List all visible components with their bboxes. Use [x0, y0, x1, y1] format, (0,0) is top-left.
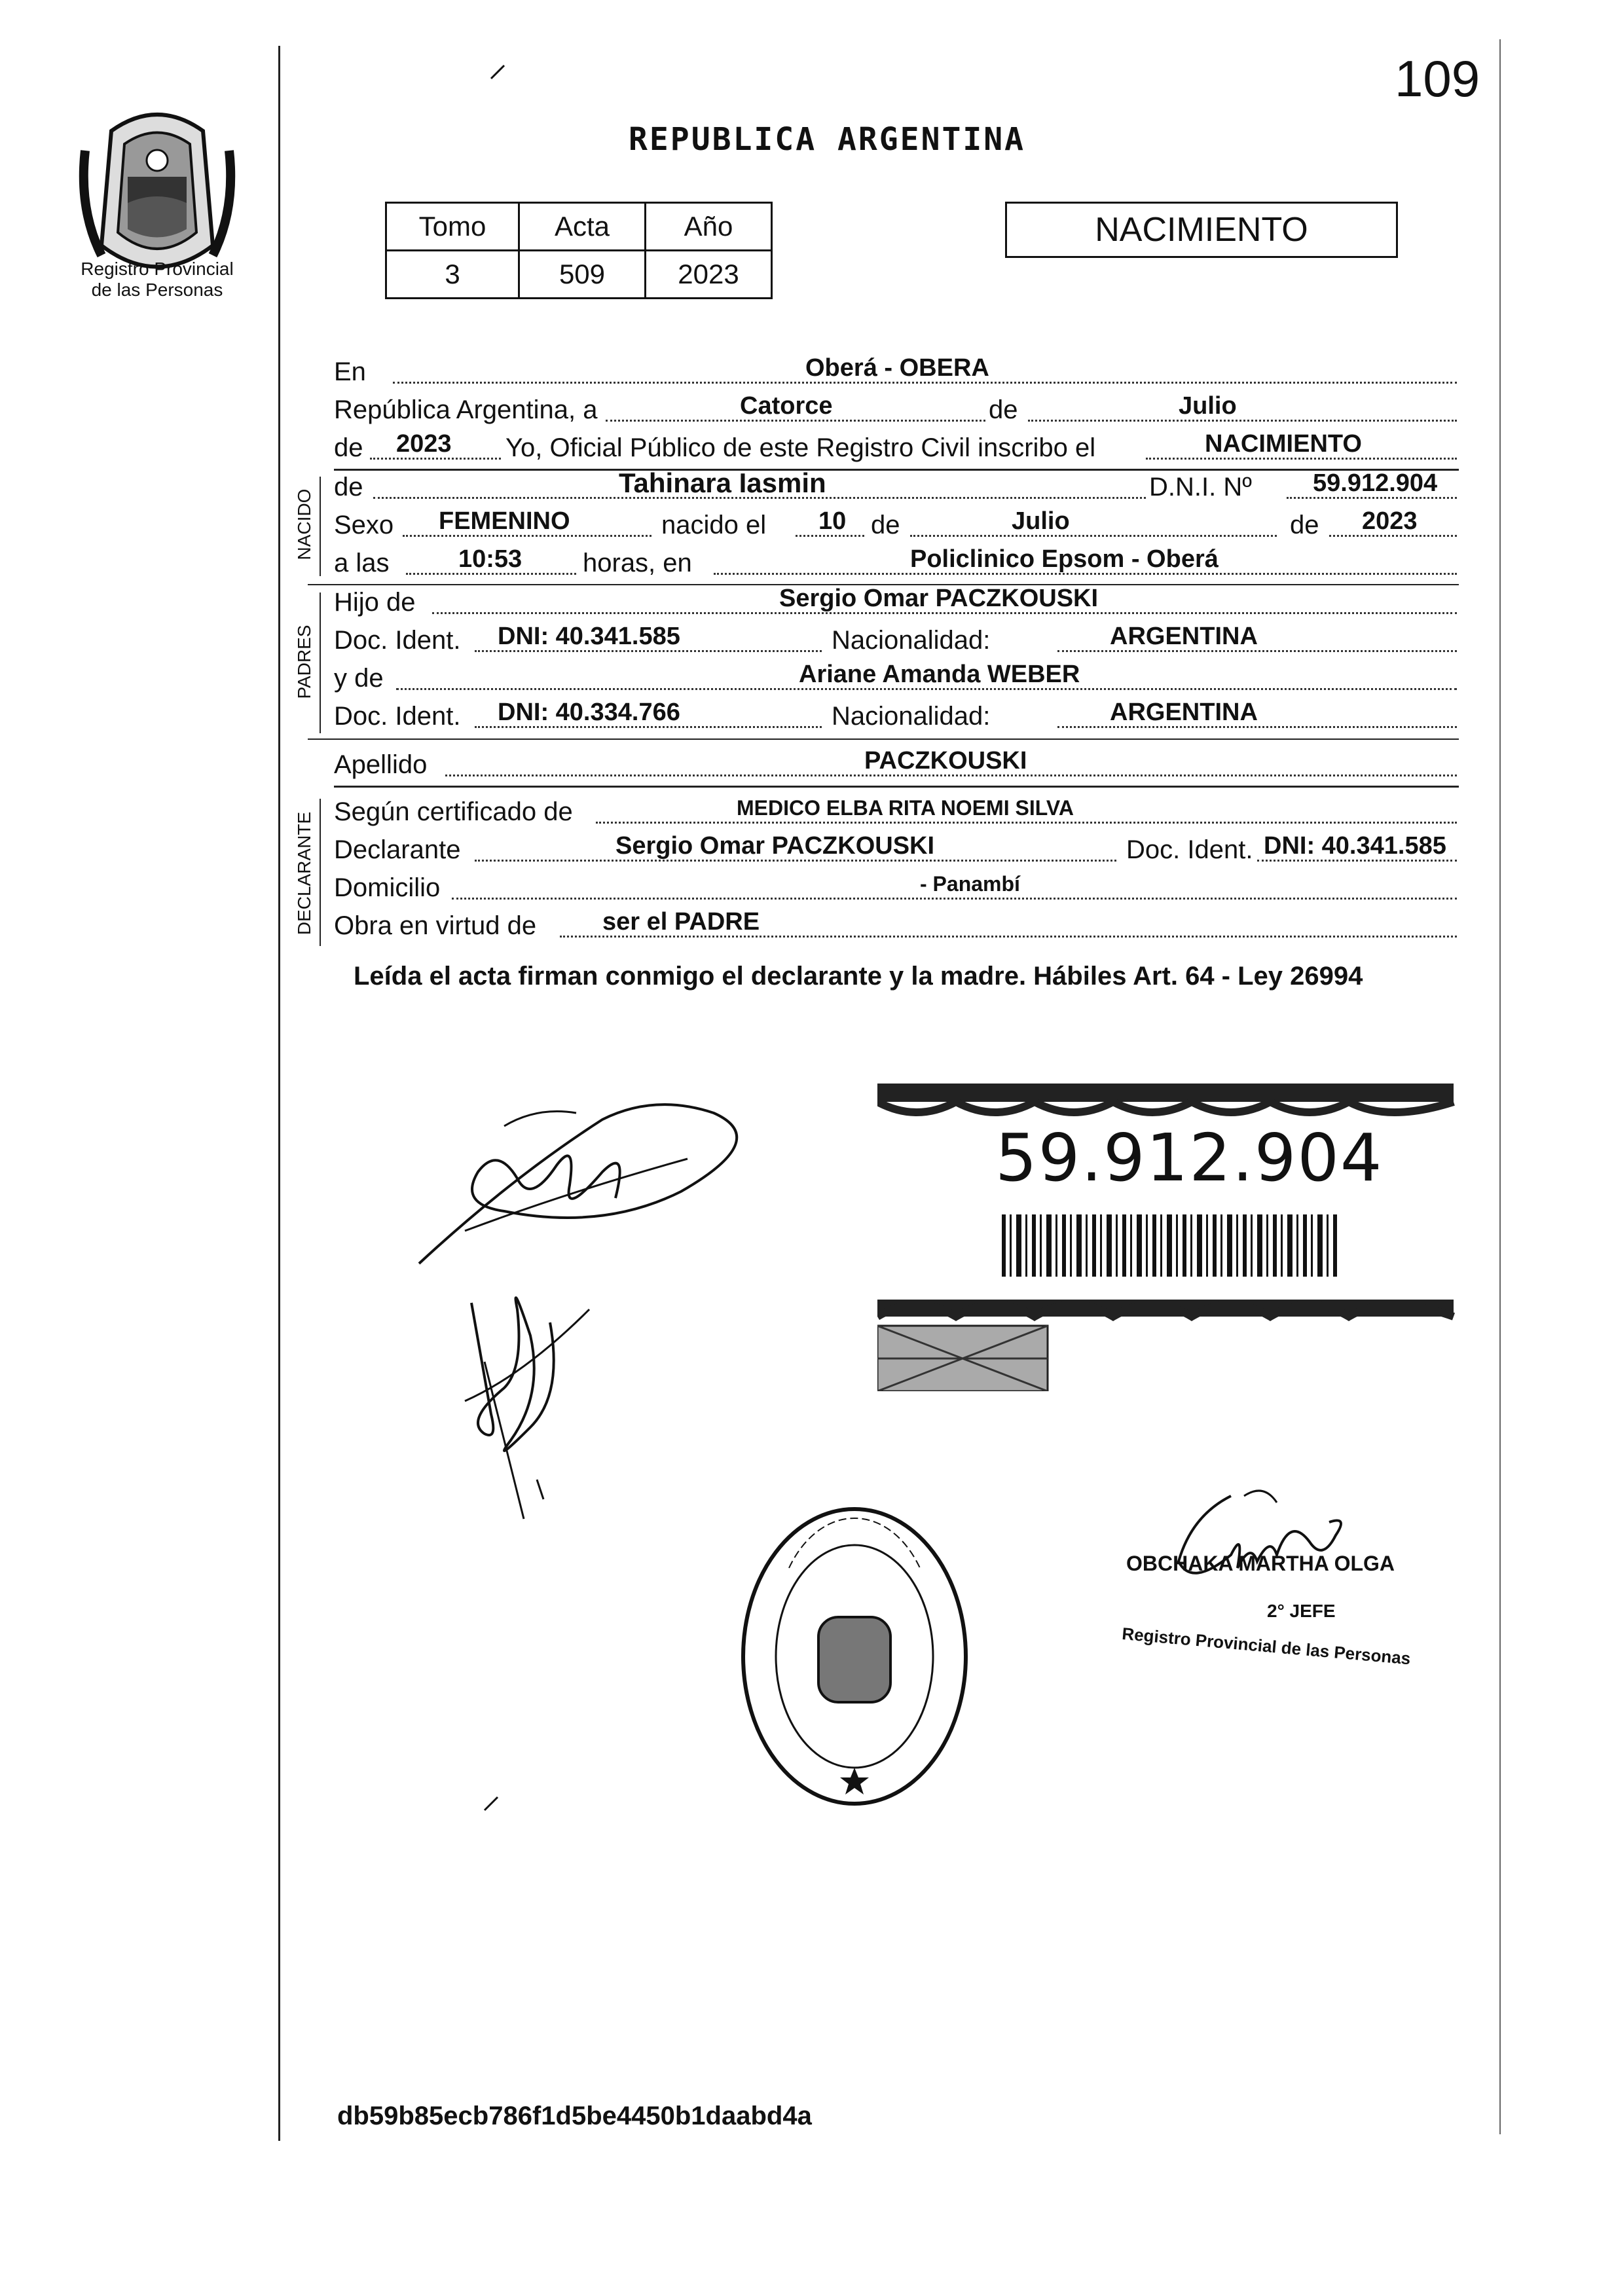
tick-mark: [481, 1794, 501, 1813]
label-a-las: a las: [334, 549, 390, 577]
label-yo: Yo, Oficial Público de este Registro Civil inscribo el: [505, 433, 1096, 462]
value-nac-mes: Julio: [1012, 507, 1070, 535]
row-domicilio: [334, 869, 1457, 906]
label-de: de: [334, 473, 363, 501]
label-de: de: [989, 395, 1018, 424]
label-sexo: Sexo: [334, 511, 394, 539]
value-padre-nac: ARGENTINA: [1110, 623, 1258, 650]
value-lugar: Oberá - OBERA: [805, 354, 989, 382]
dotted-line: [452, 898, 1457, 900]
label-nacionalidad: Nacionalidad:: [832, 702, 991, 731]
label-dni: D.N.I. Nº: [1149, 473, 1252, 501]
value-padre: Sergio Omar PACZKOUSKI: [779, 585, 1099, 612]
registry-caption-line1: Registro Provincial: [81, 259, 234, 279]
row-certificado: [334, 793, 1457, 830]
value-anio: 2023: [646, 251, 772, 299]
value-tomo: 3: [386, 251, 519, 299]
value-anio: 2023: [396, 430, 452, 458]
label-de: de: [871, 511, 900, 539]
label-de: de: [1290, 511, 1319, 539]
row-inscribe: [334, 429, 1457, 466]
officer-signature: [1152, 1483, 1368, 1601]
row-madre-doc: [334, 698, 1457, 735]
value-mes: Julio: [1179, 392, 1237, 420]
document-hash: db59b85ecb786f1d5be4450b1daabd4a: [337, 2102, 812, 2130]
side-label-declarante: DECLARANTE: [294, 811, 314, 936]
value-nombre: Tahinara Iasmin: [619, 467, 826, 498]
dotted-line: [560, 936, 1457, 938]
dotted-line: [606, 420, 985, 422]
value-declarante-doc: DNI: 40.341.585: [1264, 832, 1446, 860]
dotted-line: [403, 535, 651, 537]
dotted-line: [1057, 726, 1457, 728]
signer-role: 2° JEFE: [1267, 1601, 1336, 1621]
page-number: 109: [1395, 50, 1480, 107]
label-hijo-de: Hijo de: [334, 588, 416, 617]
section-bracket-declarante: [320, 799, 321, 946]
label-horas-en: horas, en: [583, 549, 692, 577]
dni-stamp-number: 59.912.904: [995, 1120, 1384, 1196]
label-domicilio: Domicilio: [334, 873, 441, 902]
row-padre-doc: [334, 622, 1457, 659]
row-apellido: [334, 746, 1457, 783]
dotted-line: [406, 573, 576, 575]
value-obra: ser el PADRE: [602, 908, 760, 936]
tick-mark: [488, 62, 507, 82]
delegation-seal: [737, 1503, 972, 1810]
mother-signature: [445, 1283, 615, 1525]
row-hora: [334, 545, 1457, 581]
closing-statement: Leída el acta firman conmigo el declarante y la madre. Hábiles Art. 64 - Ley 26994: [354, 962, 1363, 991]
label-en: En: [334, 357, 366, 386]
record-type-box: NACIMIENTO: [1005, 202, 1398, 258]
label-nacido-el: nacido el: [661, 511, 767, 539]
side-label-nacido: NACIDO: [294, 488, 314, 560]
label-doc-ident: Doc. Ident.: [334, 702, 461, 731]
dotted-line: [370, 458, 501, 460]
dni-barcode-stamp: [877, 1064, 1460, 1391]
dotted-line: [796, 535, 864, 537]
record-table-value-row: [386, 251, 772, 299]
value-madre-nac: ARGENTINA: [1110, 699, 1258, 726]
document-title: REPUBLICA ARGENTINA: [629, 121, 1026, 158]
dotted-line: [1057, 650, 1457, 652]
value-apellido: PACZKOUSKI: [864, 747, 1027, 774]
dotted-line: [1146, 458, 1457, 460]
value-domicilio: - Panambí: [920, 872, 1020, 896]
declarant-signature: [406, 1100, 773, 1270]
dotted-line: [475, 726, 822, 728]
dotted-line: [714, 573, 1457, 575]
dotted-line: [1028, 420, 1457, 422]
row-obra: [334, 907, 1457, 944]
dotted-line: [393, 382, 1457, 384]
label-apellido: Apellido: [334, 750, 428, 779]
value-certificado: MEDICO ELBA RITA NOEMI SILVA: [737, 796, 1074, 820]
dotted-line: [1257, 860, 1457, 862]
dotted-line: [910, 535, 1277, 537]
row-declarante: [334, 831, 1457, 868]
label-declarante: Declarante: [334, 835, 461, 864]
label-doc-ident: Doc. Ident.: [1126, 835, 1253, 864]
value-padre-doc: DNI: 40.341.585: [498, 623, 680, 650]
label-doc-ident: Doc. Ident.: [334, 626, 461, 655]
signer-office: Registro Provincial de las Personas: [1121, 1624, 1412, 1669]
dotted-line: [475, 860, 1116, 862]
section-separator: [334, 786, 1459, 788]
header-tomo: Tomo: [386, 203, 519, 251]
value-dia: Catorce: [740, 392, 833, 420]
row-sexo: [334, 507, 1457, 543]
left-margin-line: [278, 46, 280, 2141]
label-obra: Obra en virtud de: [334, 911, 537, 940]
value-declarante: Sergio Omar PACZKOUSKI: [615, 832, 935, 860]
dotted-line: [396, 688, 1457, 690]
label-y-de: y de: [334, 664, 384, 693]
label-de: de: [334, 433, 363, 462]
dotted-line: [445, 774, 1457, 776]
value-sexo: FEMENINO: [439, 507, 570, 535]
value-acto: NACIMIENTO: [1205, 430, 1362, 458]
row-fecha: [334, 392, 1457, 428]
dotted-line: [1287, 497, 1457, 499]
record-table-header-row: [386, 203, 772, 251]
row-nombre: [334, 469, 1457, 505]
value-nac-dia: 10: [818, 507, 847, 535]
section-separator: [308, 738, 1459, 740]
value-madre: Ariane Amanda WEBER: [799, 661, 1080, 688]
row-padre: [334, 584, 1457, 621]
section-bracket-padres: [320, 592, 321, 733]
row-lugar: [334, 354, 1457, 390]
dotted-line: [432, 612, 1457, 614]
registry-caption: [52, 259, 262, 301]
record-table: [385, 202, 773, 299]
right-margin-line: [1499, 39, 1501, 2134]
signer-name: OBCHAKA MARTHA OLGA: [1126, 1552, 1395, 1575]
value-nac-anio: 2023: [1362, 507, 1418, 535]
dotted-line: [1329, 535, 1457, 537]
side-label-padres: PADRES: [294, 625, 314, 699]
label-nacionalidad: Nacionalidad:: [832, 626, 991, 655]
dotted-line: [475, 650, 822, 652]
header-acta: Acta: [519, 203, 646, 251]
header-anio: Año: [646, 203, 772, 251]
label-republica: República Argentina, a: [334, 395, 598, 424]
value-acta: 509: [519, 251, 646, 299]
label-segun: Según certificado de: [334, 797, 573, 826]
section-bracket-nacido: [320, 477, 321, 576]
row-madre: [334, 660, 1457, 697]
value-lugar-nac: Policlinico Epsom - Oberá: [910, 545, 1219, 573]
value-madre-doc: DNI: 40.334.766: [498, 699, 680, 726]
dotted-line: [596, 822, 1457, 824]
value-dni: 59.912.904: [1313, 469, 1438, 497]
registry-caption-line2: de las Personas: [91, 280, 223, 300]
value-hora: 10:53: [458, 545, 523, 573]
